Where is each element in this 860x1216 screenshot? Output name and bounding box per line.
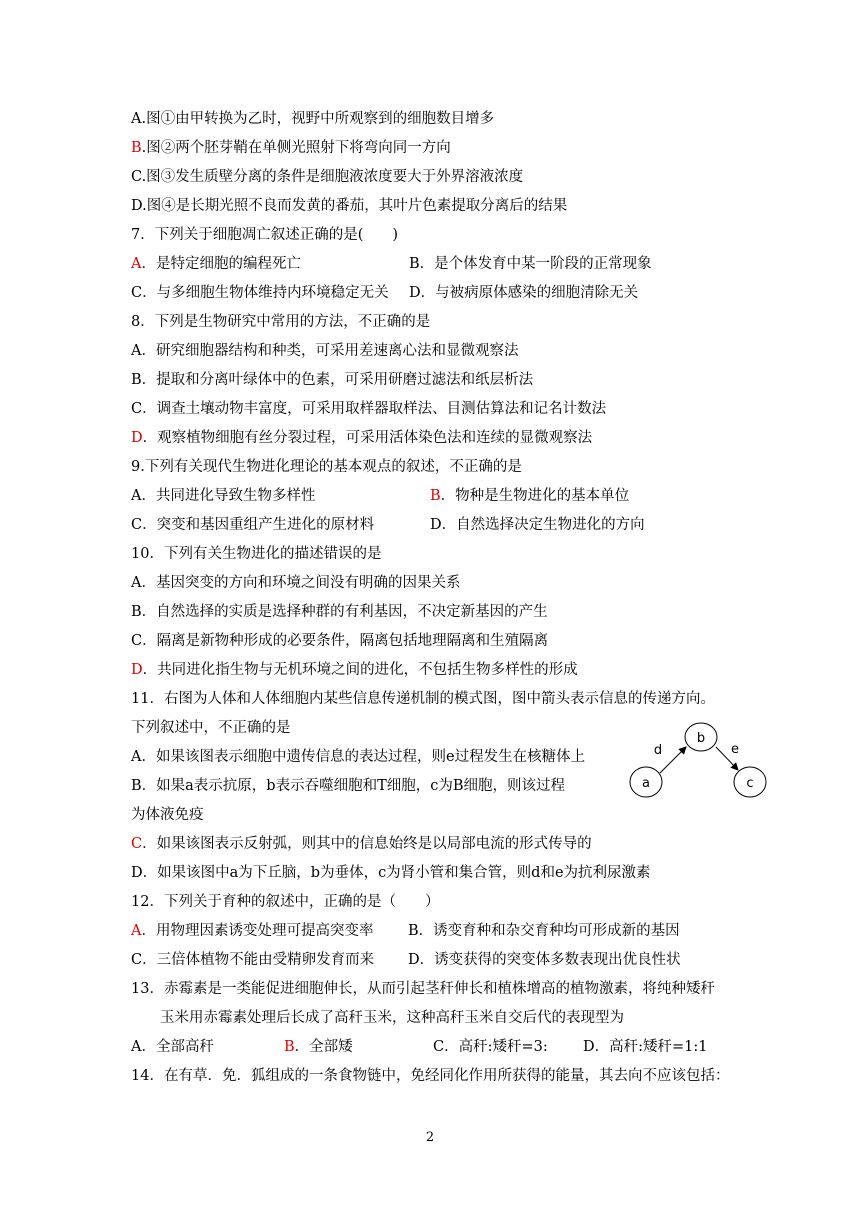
option-key: C bbox=[131, 285, 143, 301]
option-text: ．物种是生物进化的基本单位 bbox=[440, 488, 630, 504]
edge-d-arrow bbox=[660, 747, 686, 773]
option-text: ．诱变获得的突变体多数表现出优良性状 bbox=[419, 952, 681, 968]
q13-option-c bbox=[433, 1037, 548, 1057]
q11-option-c bbox=[131, 834, 592, 854]
q12-stem: 12．下列关于育种的叙述中，正确的是（ ） bbox=[131, 894, 440, 910]
option-text: ．如果该图表示细胞中遗传信息的表达过程，则e过程发生在核糖体上 bbox=[141, 749, 586, 765]
option-text: ．高秆:矮秆=1:1 bbox=[594, 1039, 708, 1055]
q6-option-d bbox=[131, 196, 567, 216]
q13-option-d bbox=[583, 1037, 708, 1057]
option-key: C bbox=[131, 401, 143, 417]
q14-stem: 14．在有草．免．狐组成的一条食物链中，免经同化作用所获得的能量，其去向不应该包括： bbox=[131, 1068, 730, 1084]
page-number: 2 bbox=[425, 1130, 435, 1145]
option-text: ．高秆:矮秆=3: bbox=[444, 1039, 548, 1055]
option-key: D bbox=[430, 517, 442, 533]
q7-option-d bbox=[409, 283, 638, 303]
option-text: ．提取和分离叶绿体中的色素，可采用研磨过滤法和纸层析法 bbox=[141, 372, 534, 388]
option-key: D bbox=[583, 1039, 595, 1055]
q13-option-b bbox=[284, 1037, 353, 1057]
q9-option-c bbox=[131, 515, 374, 535]
q10-option-a bbox=[131, 573, 460, 593]
option-key: B bbox=[408, 923, 419, 939]
option-key: C bbox=[131, 633, 143, 649]
q11-stem-line-2: 下列叙述中，不正确的是 bbox=[131, 720, 291, 736]
option-key: D bbox=[408, 952, 420, 968]
option-key: B bbox=[131, 778, 142, 794]
option-text: ．共同进化指生物与无机环境之间的进化，不包括生物多样性的形成 bbox=[142, 662, 578, 678]
option-text: ．基因突变的方向和环境之间没有明确的因果关系 bbox=[141, 575, 461, 591]
option-text: ．与被病原体感染的细胞清除无关 bbox=[420, 285, 639, 301]
q8-option-a bbox=[131, 341, 518, 361]
option-key: C bbox=[433, 1039, 445, 1055]
node-a-label: a bbox=[642, 776, 650, 791]
option-key: D bbox=[409, 285, 421, 301]
answer-key: B bbox=[430, 488, 441, 504]
option-text: ．突变和基因重组产生进化的原材料 bbox=[142, 517, 375, 533]
q12-option-b bbox=[408, 921, 680, 941]
q9-option-d bbox=[430, 515, 645, 535]
q7-stem: 7．下列关于细胞凋亡叙述正确的是( ) bbox=[131, 227, 399, 243]
option-text: ．是特定细胞的编程死亡 bbox=[141, 256, 301, 272]
q10-option-d bbox=[131, 660, 578, 680]
option-text: ．全部高秆 bbox=[141, 1039, 214, 1055]
option-key: B bbox=[131, 372, 142, 388]
q11-option-a bbox=[131, 747, 585, 767]
q11-stem-line-1: 11．右图为人体和人体细胞内某些信息传递机制的模式图，图中箭头表示信息的传递方向。 bbox=[131, 691, 715, 707]
q13-option-a bbox=[131, 1037, 214, 1057]
option-text: ．与多细胞生物体维持内环境稳定无关 bbox=[142, 285, 389, 301]
option-text: .图②两个胚芽鞘在单侧光照射下将弯向同一方向 bbox=[141, 140, 451, 156]
option-text: ．自然选择的实质是选择种群的有利基因，不决定新基因的产生 bbox=[141, 604, 548, 620]
option-key: A bbox=[131, 749, 142, 765]
q13-stem-line-1: 13．赤霉素是一类能促进细胞伸长，从而引起茎秆伸长和植株增高的植物激素，将纯种矮秆 bbox=[131, 981, 715, 997]
answer-key: A bbox=[131, 256, 142, 272]
option-key: A bbox=[131, 488, 142, 504]
answer-key: C bbox=[131, 836, 143, 852]
answer-key: D bbox=[131, 430, 143, 446]
option-key: B bbox=[409, 256, 420, 272]
q10-stem: 10．下列有关生物进化的描述错误的是 bbox=[131, 546, 382, 562]
answer-key: D bbox=[131, 662, 143, 678]
signal-transmission-diagram bbox=[628, 718, 778, 804]
answer-key: B bbox=[284, 1039, 295, 1055]
q9-stem: 9.下列有关现代生物进化理论的基本观点的叙述，不正确的是 bbox=[131, 459, 522, 475]
option-text: ．如果a表示抗原，b表示吞噬细胞和T细胞，c为B细胞，则该过程 bbox=[141, 778, 566, 794]
option-text: ．调查土壤动物丰富度，可采用取样器取样法、目测估算法和记名计数法 bbox=[142, 401, 607, 417]
q8-option-c bbox=[131, 399, 606, 419]
q6-option-c bbox=[131, 167, 523, 187]
q12-option-d bbox=[408, 950, 681, 970]
option-text: ．诱变育种和杂交育种均可形成新的基因 bbox=[418, 923, 680, 939]
q8-option-b bbox=[131, 370, 533, 390]
option-key: D bbox=[131, 198, 143, 214]
option-key: A bbox=[131, 343, 142, 359]
option-key: D bbox=[131, 865, 143, 881]
option-text: .图③发生质壁分离的条件是细胞液浓度要大于外界溶液浓度 bbox=[141, 169, 524, 185]
option-text: ．是个体发育中某一阶段的正常现象 bbox=[419, 256, 652, 272]
answer-key: A bbox=[131, 923, 142, 939]
q8-stem: 8．下列是生物研究中常用的方法，不正确的是 bbox=[131, 314, 431, 330]
q10-option-c bbox=[131, 631, 548, 651]
q11-option-d bbox=[131, 863, 651, 883]
option-text: ．用物理因素诱变处理可提高突变率 bbox=[141, 923, 374, 939]
q11-option-b bbox=[131, 776, 565, 796]
node-b-label: b bbox=[696, 731, 706, 746]
option-key: A bbox=[131, 575, 142, 591]
option-text: ．隔离是新物种形成的必要条件，隔离包括地理隔离和生殖隔离 bbox=[142, 633, 549, 649]
q9-option-a bbox=[131, 486, 315, 506]
option-text: ．自然选择决定生物进化的方向 bbox=[441, 517, 645, 533]
q10-option-b bbox=[131, 602, 548, 622]
option-key: C bbox=[131, 952, 143, 968]
node-c-label: c bbox=[746, 776, 754, 791]
q12-option-c bbox=[131, 950, 374, 970]
edge-d-label: d bbox=[653, 743, 663, 758]
option-key: C bbox=[131, 517, 143, 533]
option-key: A bbox=[131, 1039, 142, 1055]
q7-option-a bbox=[131, 254, 301, 274]
edge-e-label: e bbox=[731, 742, 739, 757]
option-text: ．如果该图中a为下丘脑，b为垂体，c为肾小管和集合管，则d和e为抗利尿激素 bbox=[142, 865, 651, 881]
q6-option-b bbox=[131, 138, 451, 158]
answer-key: B bbox=[131, 140, 142, 156]
option-text: ．三倍体植物不能由受精卵发育而来 bbox=[142, 952, 375, 968]
option-key: A bbox=[131, 111, 142, 127]
q7-option-b bbox=[409, 254, 652, 274]
option-key: C bbox=[131, 169, 142, 185]
option-text: ．全部矮 bbox=[294, 1039, 353, 1055]
option-text: ．观察植物细胞有丝分裂过程，可采用活体染色法和连续的显微观察法 bbox=[142, 430, 593, 446]
option-key: B bbox=[131, 604, 142, 620]
option-text: ．共同进化导致生物多样性 bbox=[141, 488, 316, 504]
q13-stem-line-2: 玉米用赤霉素处理后长成了高秆玉米，这种高秆玉米自交后代的表现型为 bbox=[160, 1010, 624, 1026]
q6-option-a bbox=[131, 109, 494, 129]
q8-option-d bbox=[131, 428, 592, 448]
q7-option-c bbox=[131, 283, 389, 303]
option-text: .图①由甲转换为乙时，视野中所观察到的细胞数目增多 bbox=[141, 111, 495, 127]
option-text: .图④是长期光照不良而发黄的番茄，其叶片色素提取分离后的结果 bbox=[142, 198, 568, 214]
option-text: ．如果该图表示反射弧，则其中的信息始终是以局部电流的形式传导的 bbox=[142, 836, 592, 852]
q12-option-a bbox=[131, 921, 373, 941]
option-text: ．研究细胞器结构和种类，可采用差速离心法和显微观察法 bbox=[141, 343, 519, 359]
q9-option-b bbox=[430, 486, 629, 506]
q11-option-b-continued: 为体液免疫 bbox=[131, 807, 204, 823]
